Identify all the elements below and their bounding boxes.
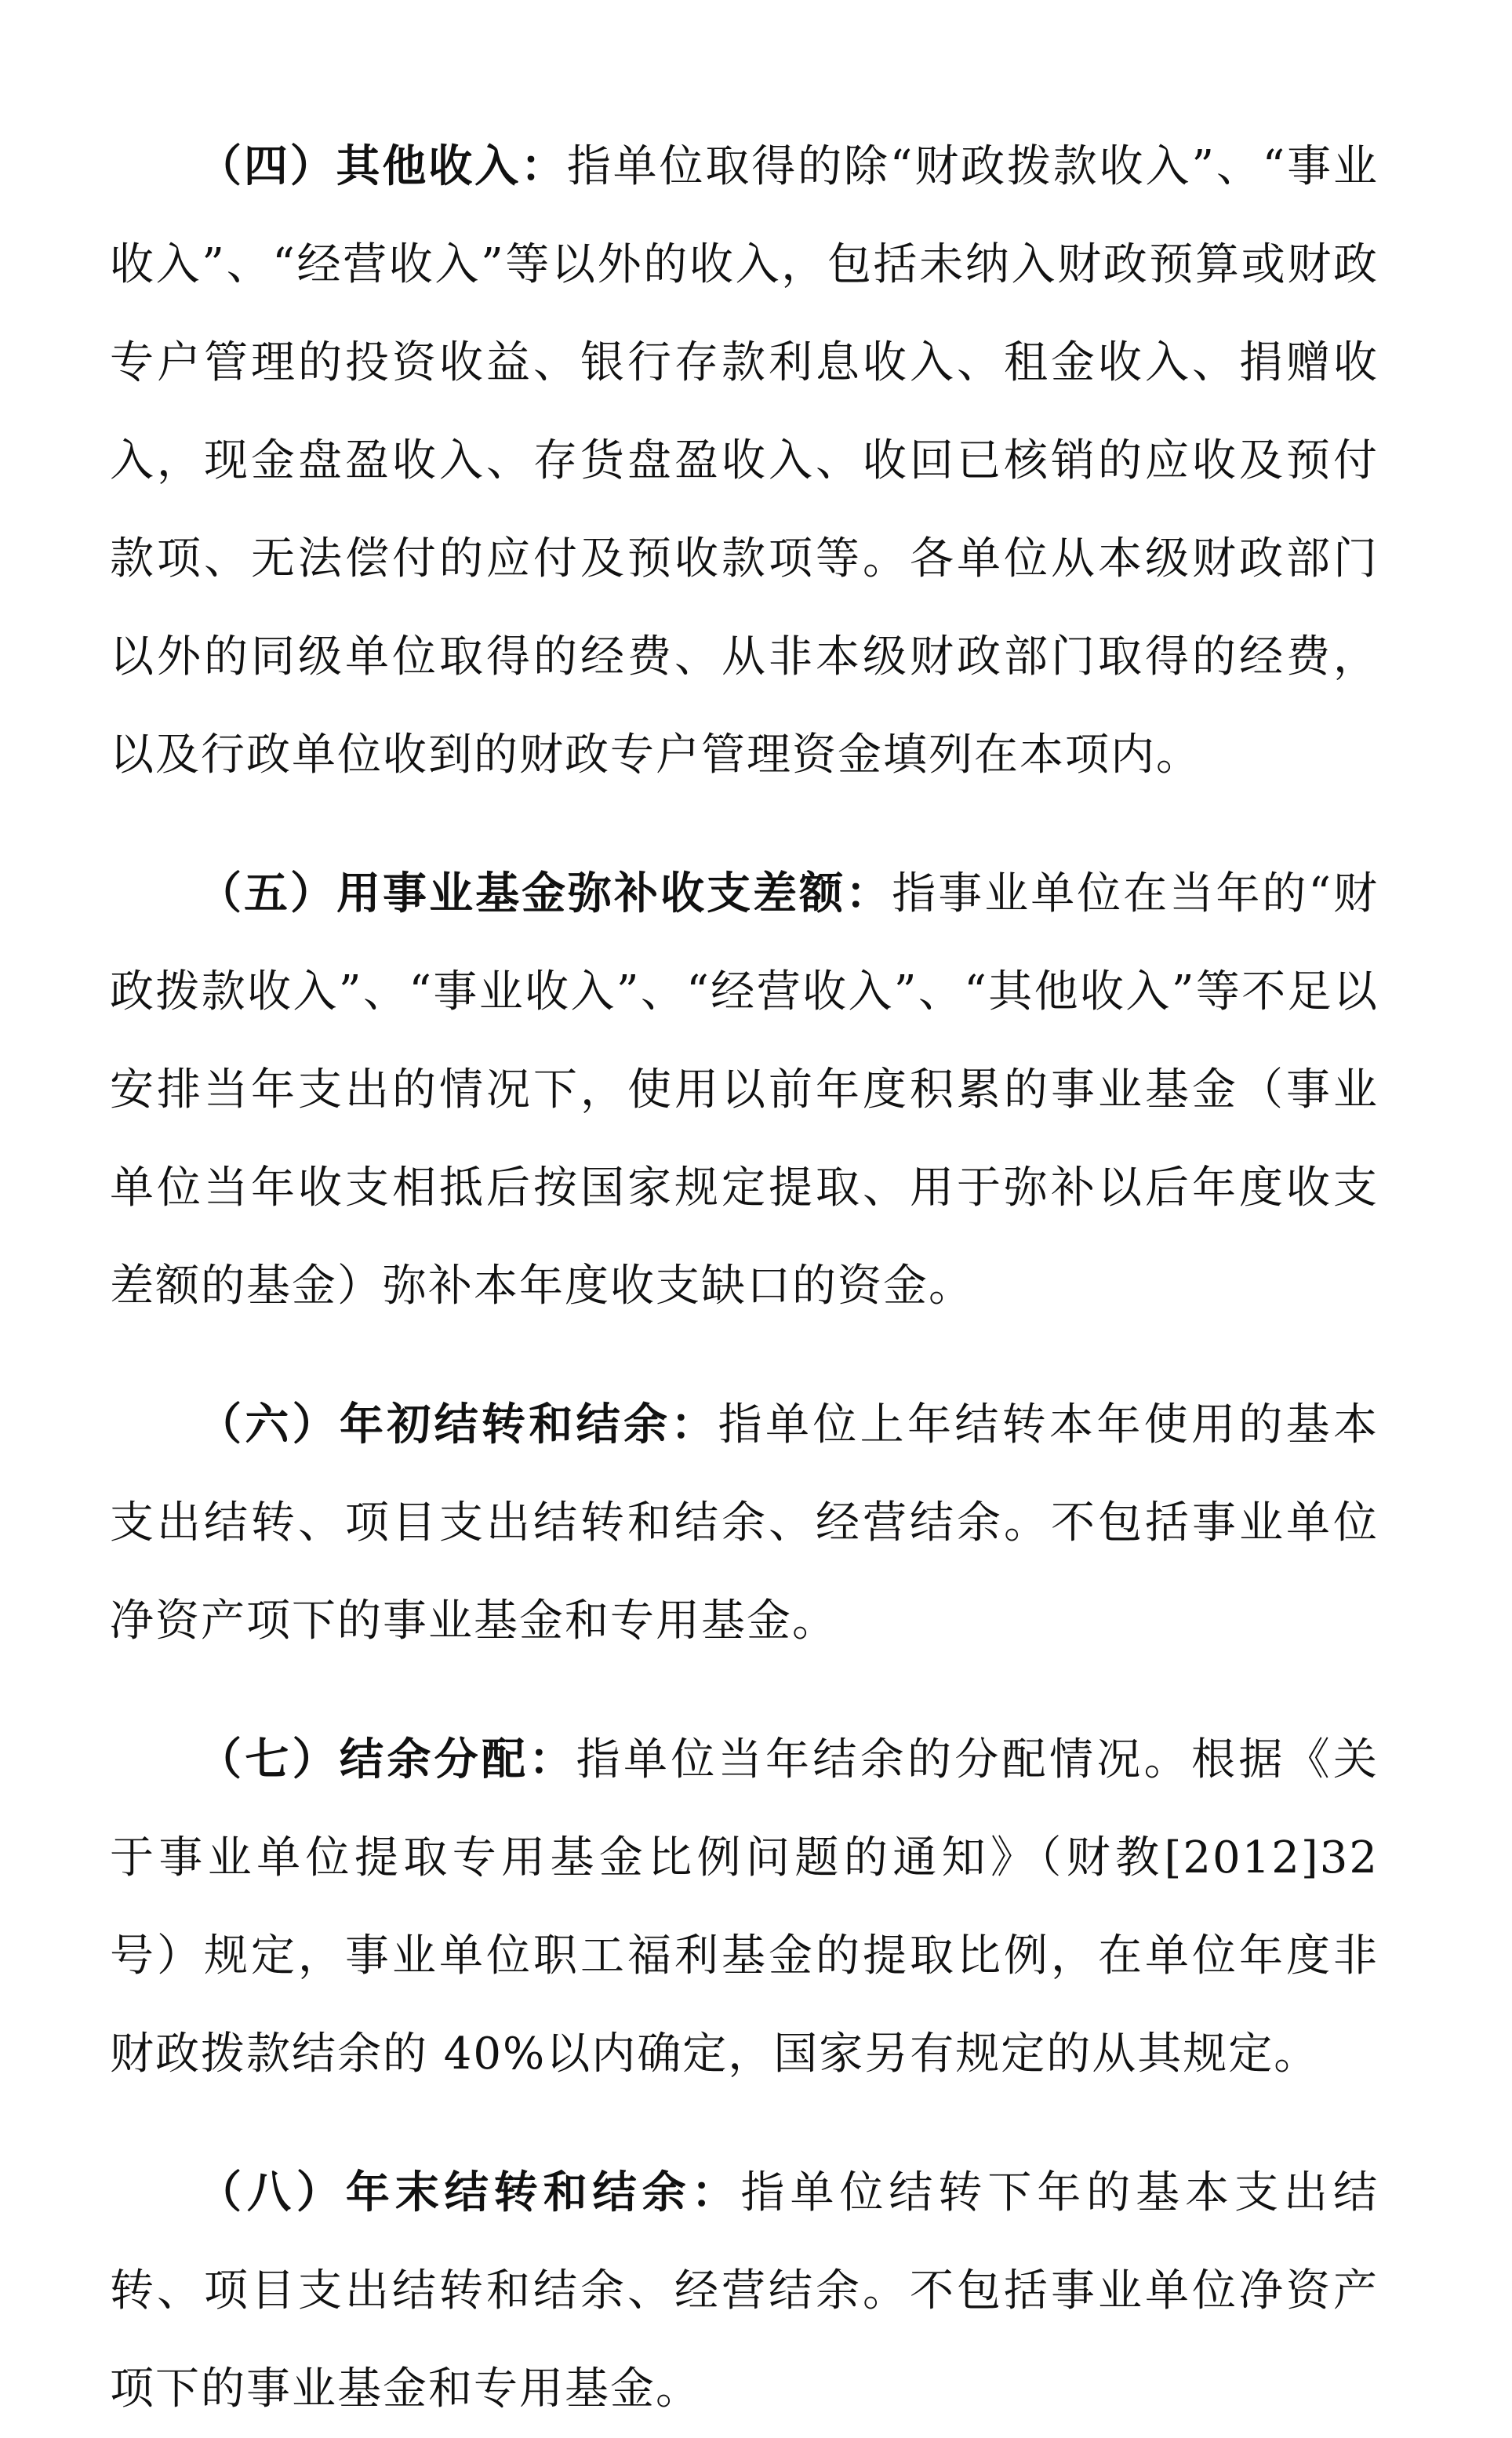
paragraph-surplus-distribution [110, 1711, 1379, 2103]
paragraph-closing-balance [110, 2144, 1379, 2438]
section-body: 指单位结转下年的基本支出结转、项目支出结转和结余、经营结余。不包括事业单位净资产项下的事业基金和专用基金。 [110, 2167, 1379, 2414]
section-heading: （五）用事业基金弥补收支差额： [198, 868, 892, 919]
paragraph-fund-offset [110, 845, 1379, 1335]
section-body: 指单位上年结转本年使用的基本支出结转、项目支出结转和结余、经营结余。不包括事业单位净资产项下的事业基金和专用基金。 [110, 1399, 1379, 1647]
section-body: 指事业单位在当年的“财政拨款收入”、“事业收入”、“经营收入”、“其他收入”等不足以安排当年支出的情况下，使用以前年度积累的事业基金（事业单位当年收支相抵后按国家规定提取、用于弥补以后年度收支差额的基金）弥补本年度收支缺口的资金。 [110, 868, 1379, 1312]
section-body: 指单位取得的除“财政拨款收入”、“事业收入”、“经营收入”等以外的收入，包括未纳入财政预算或财政专户管理的投资收益、银行存款利息收入、租金收入、捐赠收入，现金盘盈收入、存货盘盈收入、收回已核销的应收及预付款项、无法偿付的应付及预收款项等。各单位从本级财政部门以外的同级单位取得的经费、从非本级财政部门取得的经费，以及行政单位收到的财政专户管理资金填列在本项内。 [110, 141, 1379, 781]
section-heading: （八）年末结转和结余： [198, 2167, 741, 2218]
paragraph-other-income [110, 118, 1379, 804]
section-heading: （七）结余分配： [198, 1734, 576, 1785]
section-heading: （六）年初结转和结余： [198, 1399, 718, 1450]
section-heading: （四）其他收入： [198, 141, 567, 192]
paragraph-opening-balance [110, 1376, 1379, 1670]
section-body: 指单位当年结余的分配情况。根据《关于事业单位提取专用基金比例问题的通知》（财教[2012]32 号）规定，事业单位职工福利基金的提取比例，在单位年度非财政拨款结余的 40%以内确定，国家另有规定的从其规定。 [110, 1734, 1379, 2080]
